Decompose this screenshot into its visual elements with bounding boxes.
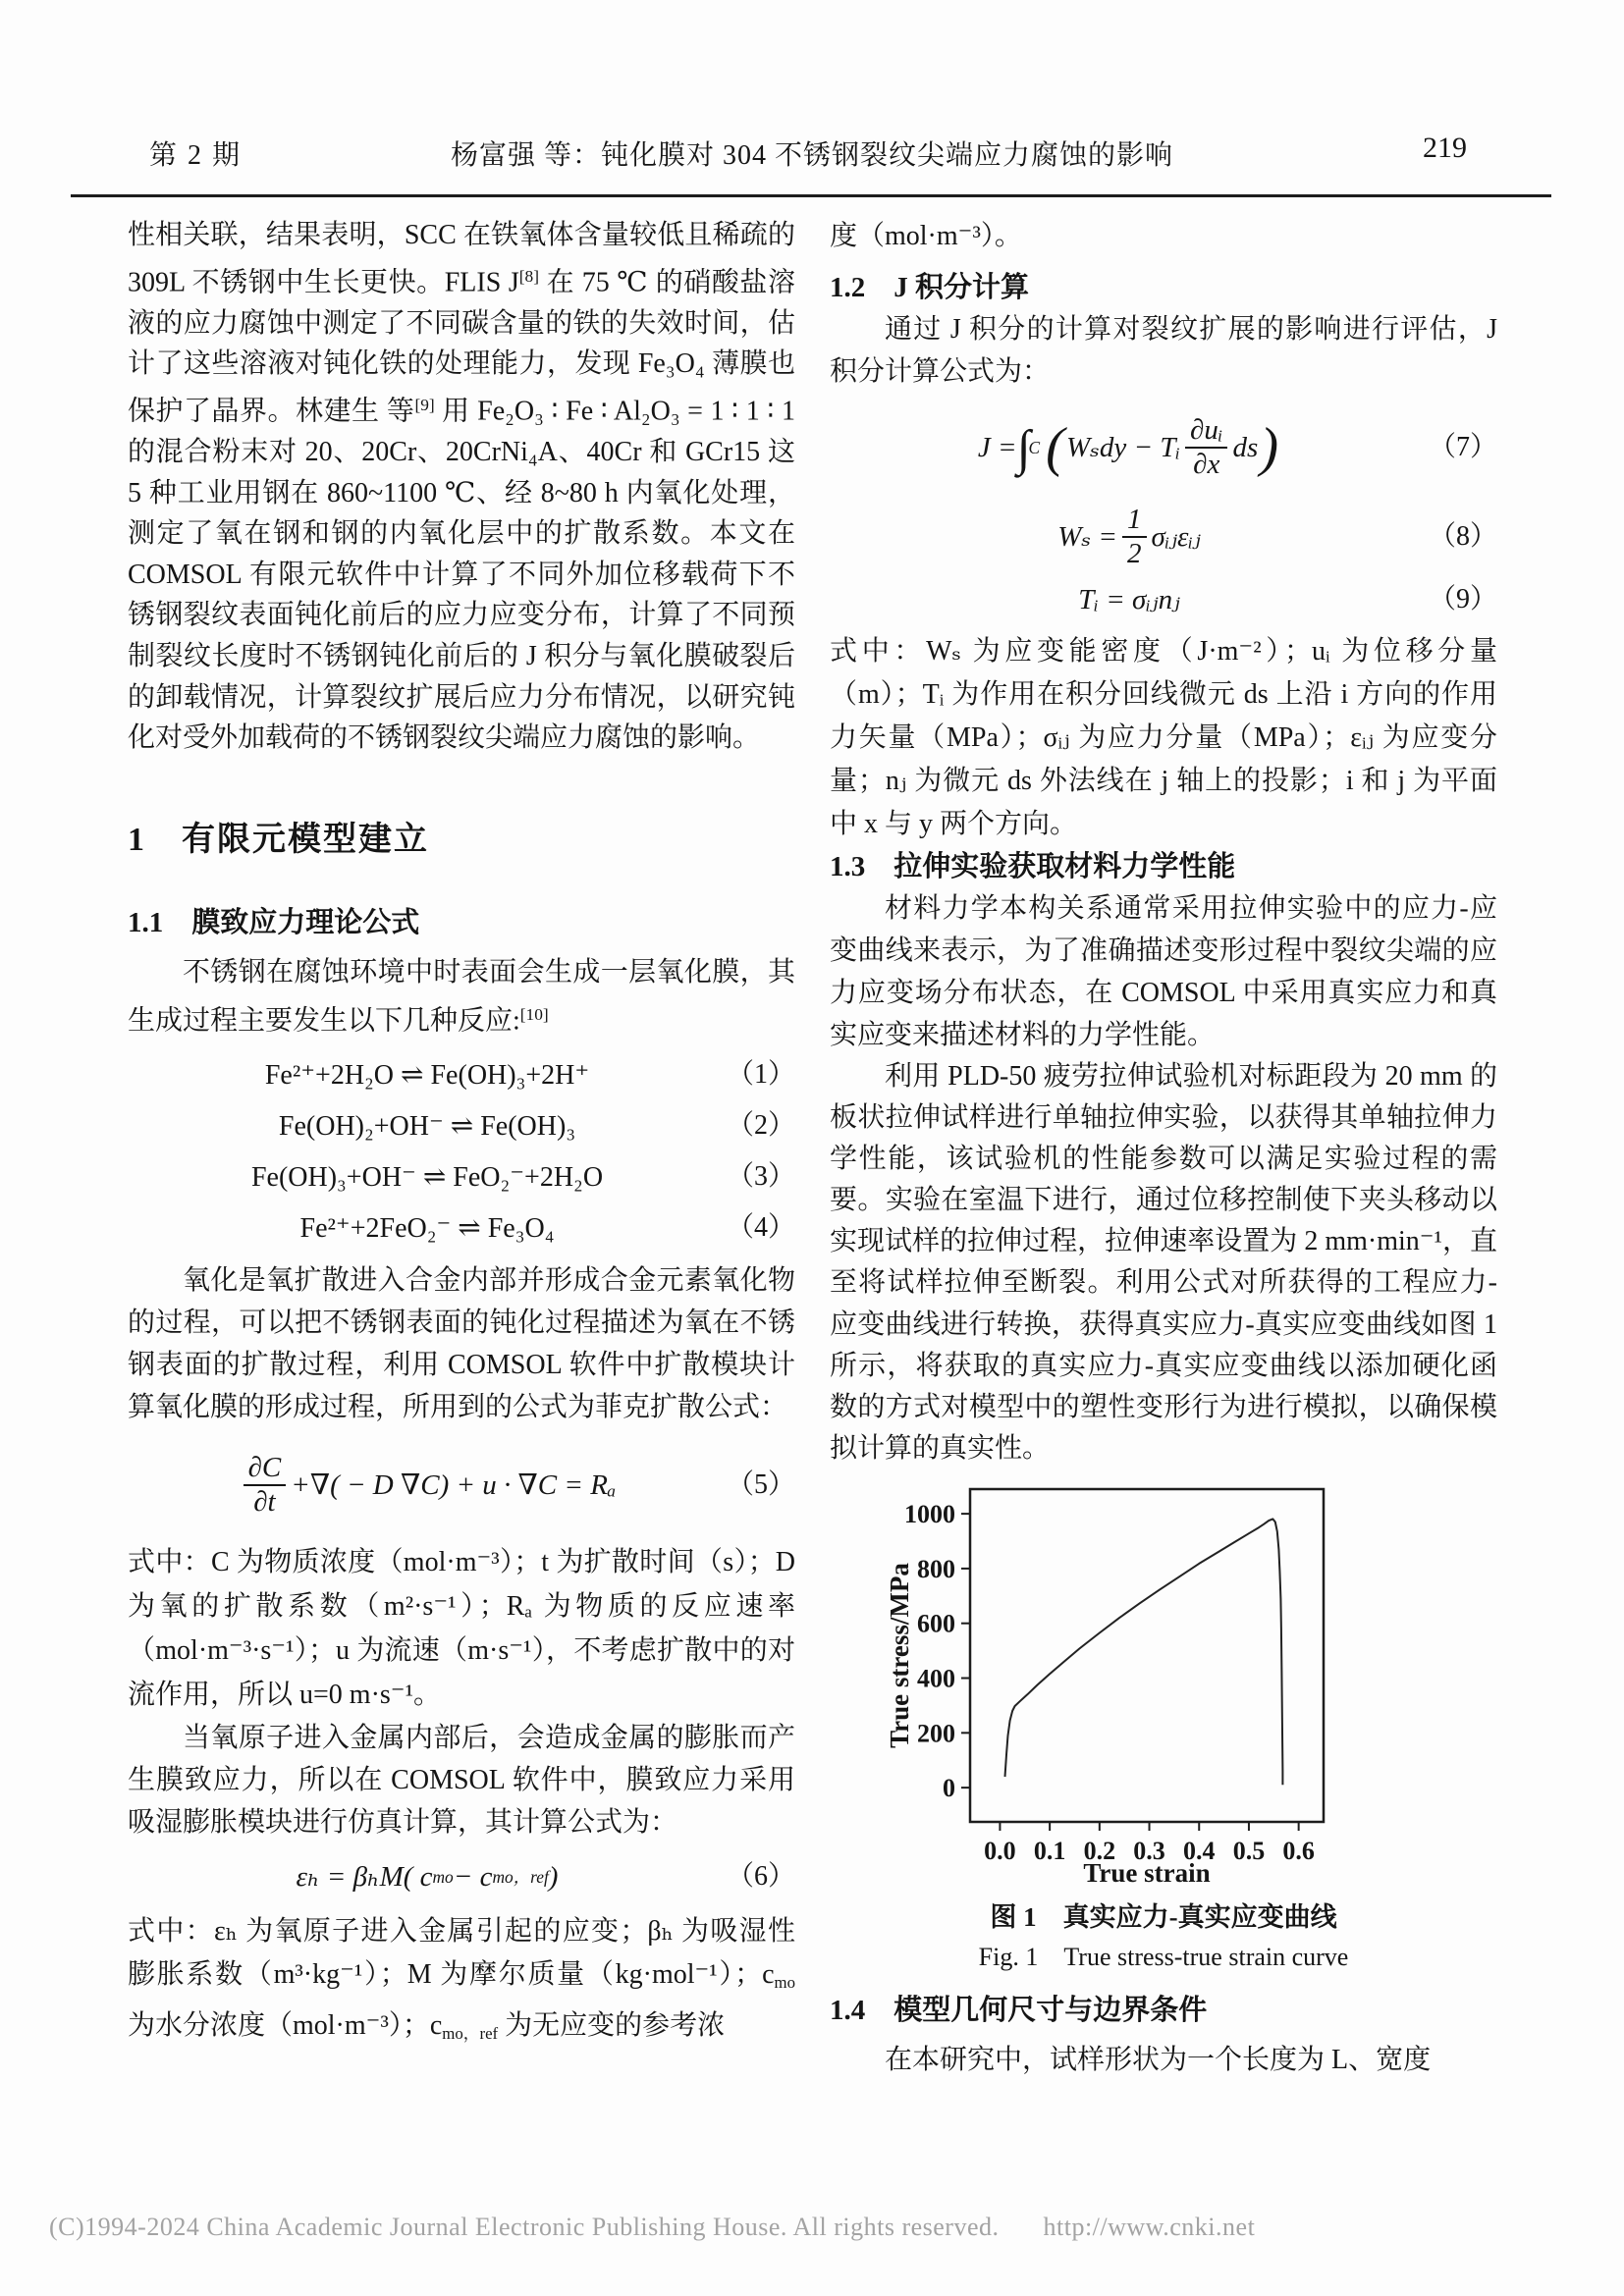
equation-7-numerator: ∂uᵢ bbox=[1185, 414, 1227, 449]
svg-text:800: 800 bbox=[917, 1554, 955, 1583]
equation-8-lhs: Wₛ = bbox=[1057, 520, 1117, 553]
eq6-terms-sub-mo: mo bbox=[774, 1973, 795, 1993]
svg-text:0.2: 0.2 bbox=[1083, 1836, 1116, 1865]
equation-4 bbox=[128, 1204, 795, 1252]
svg-text:0.1: 0.1 bbox=[1033, 1836, 1066, 1865]
svg-text:0.3: 0.3 bbox=[1133, 1836, 1165, 1865]
equation-5-fraction bbox=[244, 1452, 287, 1520]
copyright-text: (C)1994-2024 China Academic Journal Electronic Publishing House. All rights reserved. bbox=[49, 2213, 1000, 2241]
equation-4-body: Fe²⁺+2FeO₂⁻ ⇌ Fe₃O₄ bbox=[299, 1212, 555, 1244]
equation-5-denominator: ∂t bbox=[253, 1486, 276, 1519]
paragraph-tensile-test: 利用 PLD-50 疲劳拉伸试验机对标距段为 20 mm 的板状拉伸试样进行单轴拉伸实验，以获得其单轴拉伸力学性能，该试验机的性能参数可以满足实验过程的需要。实验在室温下进行，通过位移控制使下夹头移动以实现试样的拉伸过程，拉伸速率设置为 2 mm·min⁻¹，直至将试样拉伸至断裂。利用公式对所获得的工程应力-应变曲线进行转换，获得真实应力-真实应变曲线如图 1 所示，将获取的真实应力-真实应变曲线以添加硬化函数的方式对模型中的塑性变形行为进行模拟，以确保模拟计算的真实性。 bbox=[830, 1061, 1497, 1464]
left-column bbox=[128, 201, 795, 2056]
equation-6-sub-moref: mo，ref bbox=[492, 1866, 549, 1887]
equation-3-body: Fe(OH)₃+OH⁻ ⇌ FeO₂⁻+2H₂O bbox=[250, 1161, 604, 1193]
equation-8 bbox=[830, 497, 1497, 577]
equation-9-body: Tᵢ = σᵢⱼnⱼ bbox=[1078, 583, 1180, 615]
eq6-terms-text-2: 为水分浓度（mol·m⁻³）；c bbox=[128, 2010, 443, 2042]
paragraph-continuation: 度（mol·m⁻³）。 bbox=[830, 221, 1022, 251]
paragraph-tensile-intro: 材料力学本构关系通常采用拉伸实验中的应力-应变曲线来表示，为了准确描述变形过程中裂纹尖端的应力应变场分布状态，在 COMSOL 中采用真实应力和真实应变来描述材料的力学性能。 bbox=[830, 893, 1497, 1050]
equation-6-number: （6） bbox=[726, 1861, 795, 1893]
svg-text:200: 200 bbox=[917, 1719, 955, 1748]
journal-issue: 第 2 期 bbox=[149, 140, 243, 171]
oxide-film-text: 不锈钢在腐蚀环境中时表面会生成一层氧化膜，其生成过程主要发生以下几种反应: bbox=[128, 956, 795, 1037]
paragraph-geometry: 在本研究中，试样形状为一个长度为 L、宽度 bbox=[885, 2044, 1432, 2075]
equation-7-body-1: Wₛdy − Tᵢ bbox=[1065, 431, 1181, 463]
paragraph-eq6-terms bbox=[128, 1910, 795, 2056]
running-title: 杨富强 等：钝化膜对 304 不锈钢裂纹尖端应力腐蚀的影响 bbox=[450, 140, 1173, 171]
equation-1 bbox=[128, 1051, 795, 1098]
equation-1-number: （1） bbox=[726, 1059, 795, 1091]
figure-1 bbox=[830, 1471, 1497, 1978]
svg-text:600: 600 bbox=[917, 1609, 955, 1638]
equation-7-body-2: ds bbox=[1232, 431, 1259, 463]
eq6-terms-text-1: 式中：εₕ 为氧原子进入金属引起的应变；βₕ 为吸湿性膨胀系数（m³·kg⁻¹）；M 为摩尔质量（kg·mol⁻¹）；c bbox=[128, 1916, 795, 1991]
equation-7-lhs: J = bbox=[977, 431, 1017, 463]
equation-9 bbox=[830, 577, 1497, 622]
equation-2-body: Fe(OH)₂+OH⁻ ⇌ Fe(OH)₃ bbox=[278, 1110, 576, 1142]
right-column bbox=[830, 201, 1497, 2081]
section-1-4-heading: 1.4 模型几何尺寸与边界条件 bbox=[830, 1994, 1208, 2026]
equation-7-contour: C bbox=[1028, 437, 1041, 457]
figure-1-caption-en: Fig. 1 True stress-true strain curve bbox=[978, 1942, 1349, 1971]
equation-8-numerator: 1 bbox=[1122, 504, 1147, 538]
equation-2 bbox=[128, 1102, 795, 1149]
equation-7-fraction bbox=[1185, 414, 1227, 482]
eq6-terms-text-3: 为无应变的参考浓 bbox=[498, 2010, 726, 2042]
section-1-heading: 1 有限元模型建立 bbox=[128, 821, 429, 858]
equation-9-number: （9） bbox=[1428, 584, 1497, 615]
svg-text:True strain: True strain bbox=[1083, 1857, 1211, 1888]
svg-text:0.0: 0.0 bbox=[984, 1836, 1016, 1865]
paragraph-eq789-terms: 式中：Wₛ 为应变能密度（J·m⁻²）；uᵢ 为位移分量（m）；Tᵢ 为作用在积分回线微元 ds 上沿 i 方向的作用力矢量（MPa）；σᵢⱼ 为应力分量（MPa）；εᵢⱼ 为应变分量；nⱼ 为微元 ds 外法线在 j 轴上的投影；i 和 j 为平面中 x 与 y 两个方向。 bbox=[830, 636, 1497, 839]
equation-8-denominator: 2 bbox=[1127, 538, 1142, 569]
copyright-footer bbox=[49, 2213, 1581, 2242]
eq6-terms-sub-moref: mo，ref bbox=[442, 2024, 499, 2044]
intro-text-1: 性相关联，结果表明，SCC 在铁氧体含量较低且稀疏的 309L 不锈钢中生长更快。FLIS J bbox=[128, 220, 795, 298]
equation-6-body-1: εₕ = βₕM( c bbox=[296, 1860, 433, 1893]
equation-8-body: σᵢⱼεᵢⱼ bbox=[1151, 520, 1201, 553]
equation-5-numerator: ∂C bbox=[244, 1452, 287, 1486]
citation-ref-10: [10] bbox=[519, 1004, 549, 1024]
svg-text:0.6: 0.6 bbox=[1282, 1836, 1315, 1865]
citation-ref-9: [9] bbox=[414, 395, 435, 414]
equation-6-body-2: − c bbox=[453, 1860, 493, 1893]
paragraph-oxide-film bbox=[128, 951, 795, 1042]
paragraph-j-integral: 通过 J 积分的计算对裂纹扩展的影响进行评估，J 积分计算公式为： bbox=[830, 314, 1497, 387]
svg-text:0.4: 0.4 bbox=[1182, 1836, 1216, 1865]
svg-text:0.5: 0.5 bbox=[1232, 1836, 1266, 1865]
equation-7-denominator: ∂x bbox=[1193, 449, 1220, 480]
equation-5-number: （5） bbox=[726, 1469, 795, 1501]
equation-7-right-paren: ) bbox=[1260, 416, 1279, 478]
section-1-1-heading: 1.1 膜致应力理论公式 bbox=[128, 906, 420, 938]
paragraph-intro bbox=[128, 215, 795, 759]
equation-3 bbox=[128, 1153, 795, 1201]
equation-5-body: +∇( − D ∇C) + u · ∇C = Rₐ bbox=[291, 1468, 617, 1501]
page-number: 219 bbox=[1423, 132, 1467, 164]
equation-1-body: Fe²⁺+2H₂O ⇌ Fe(OH)₃+2H⁺ bbox=[264, 1059, 590, 1091]
citation-ref-8: [8] bbox=[518, 266, 540, 286]
integral-icon: ∫ bbox=[1016, 419, 1031, 475]
svg-text:1000: 1000 bbox=[904, 1500, 955, 1529]
equation-7-number: （7） bbox=[1428, 432, 1497, 463]
equation-7 bbox=[830, 399, 1497, 497]
paragraph-fick-law: 氧化是氧扩散进入合金内部并形成合金元素氧化物的过程，可以把不锈钢表面的钝化过程描述为氧在不锈钢表面的扩散过程，利用 COMSOL 软件中扩散模块计算氧化膜的形成过程，所用到的公式为菲克扩散公式： bbox=[128, 1265, 795, 1423]
equation-6-sub-mo: mo bbox=[432, 1866, 454, 1887]
equation-8-fraction bbox=[1122, 504, 1147, 571]
section-1-2-heading: 1.2 J 积分计算 bbox=[830, 272, 1030, 303]
cnki-url: http://www.cnki.net bbox=[1043, 2213, 1256, 2241]
paragraph-swelling: 当氧原子进入金属内部后，会造成金属的膨胀而产生膜致应力，所以在 COMSOL 软件中，膜致应力采用吸湿膨胀模块进行仿真计算，其计算公式为： bbox=[128, 1723, 795, 1839]
svg-text:True stress/MPa: True stress/MPa bbox=[885, 1563, 914, 1748]
equation-8-number: （8） bbox=[1428, 521, 1497, 553]
section-1-3-heading: 1.3 拉伸实验获取材料力学性能 bbox=[830, 851, 1236, 882]
paragraph-eq5-terms: 式中：C 为物质浓度（mol·m⁻³）；t 为扩散时间（s）；D 为氧的扩散系数（m²·s⁻¹）；Rₐ 为物质的反应速率（mol·m⁻³·s⁻¹）；u 为流速（m·s⁻¹），不考虑扩散中的对流作用，所以 u=0 m·s⁻¹。 bbox=[128, 1547, 795, 1711]
intro-text-2: 在 75 ℃ 的硝酸盐溶液的应力腐蚀中测定了不同碳含量的铁的失效时间，估计了这些溶液对钝化铁的处理能力，发现 Fe₃O₄ 薄膜也保护了晶界。林建生 等 bbox=[128, 267, 795, 427]
svg-text:0: 0 bbox=[943, 1774, 955, 1803]
header-rule bbox=[71, 194, 1551, 197]
equation-6 bbox=[128, 1851, 795, 1902]
equation-3-number: （3） bbox=[726, 1161, 795, 1193]
equation-4-number: （4） bbox=[726, 1212, 795, 1244]
figure-1-caption-cn: 图 1 真实应力-真实应变曲线 bbox=[990, 1901, 1337, 1932]
fig1-chart bbox=[879, 1471, 1488, 1894]
equation-6-body-3: ) bbox=[548, 1860, 559, 1893]
intro-text-3: 用 Fe₂O₃ ∶ Fe ∶ Al₂O₃ = 1 ∶ 1 ∶ 1 的混合粉末对 20、20Cr、20CrNi₄A、40Cr 和 GCr15 这 5 种工业用钢在 860~1100 ℃、经 8~80 h 内氧化处理，测定了氧在钢和钢的内氧化层中的扩散系数。本文在 COMSOL 有限元软件中计算了不同外加位移载荷下不锈钢裂纹表面钝化前后的应力应变分布，计算了不同预制裂纹长度时不锈钢钝化前后的 J 积分与氧化膜破裂后的卸载情况，计算裂纹扩展后应力分布情况，以研究钝化对受外加载荷的不锈钢裂纹尖端应力腐蚀的影响。 bbox=[128, 396, 795, 754]
equation-2-number: （2） bbox=[726, 1110, 795, 1142]
svg-text:400: 400 bbox=[917, 1664, 955, 1693]
equation-5 bbox=[128, 1440, 795, 1530]
equation-7-left-paren: ( bbox=[1046, 416, 1064, 478]
